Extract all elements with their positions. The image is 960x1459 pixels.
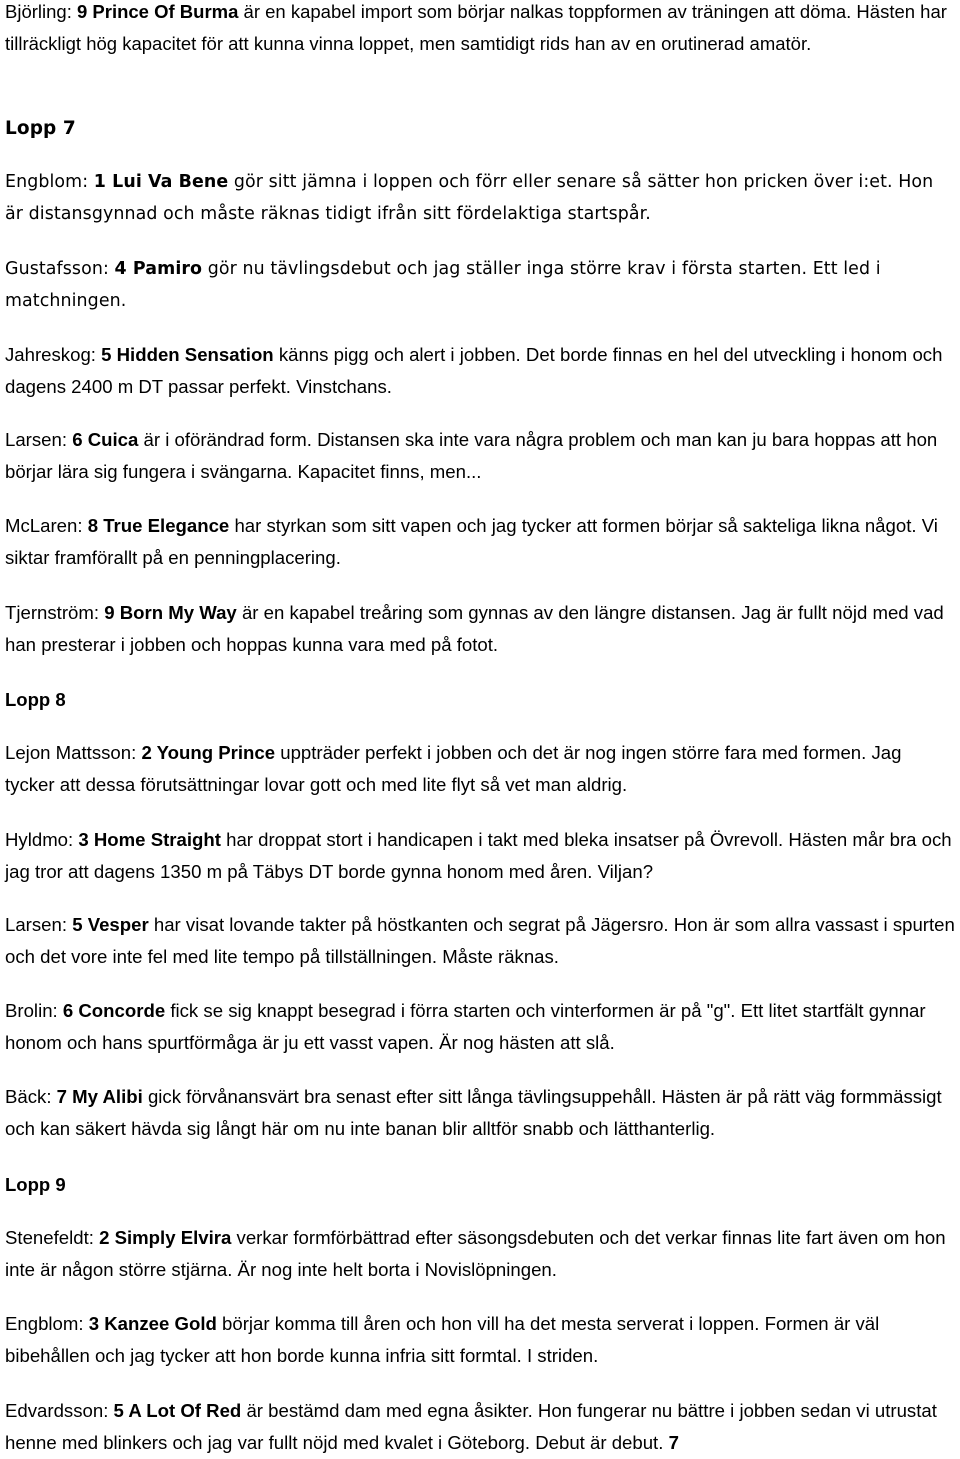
paragraph-engblom-3	[5, 1308, 955, 1372]
race-heading-lopp-8: Lopp 8	[5, 689, 66, 710]
paragraph-back	[5, 1081, 955, 1145]
trainer-name: Brolin:	[5, 1000, 63, 1021]
trainer-name: Tjernström:	[5, 602, 105, 623]
trainer-name: Hyldmo:	[5, 829, 79, 850]
trainer-name: Larsen:	[5, 429, 73, 450]
horse-name: 2 Simply Elvira	[99, 1227, 232, 1248]
paragraph-text: är en kapabel import som börjar nalkas toppformen av träningen att döma. Hästen har tillräckligt hög kapacitet för att kunna vinna loppet, men samtidigt rids han av en orutinerad amatör.	[5, 1, 947, 54]
paragraph-jahreskog	[5, 339, 955, 403]
trainer-name: McLaren:	[5, 515, 88, 536]
paragraph-text: verkar formförbättrad efter säsongsdebuten och det verkar finnas lite fart även om hon inte är någon större stjärna. Är nog inte helt borta i Novislöpningen.	[5, 1227, 946, 1280]
paragraph-engblom-1	[5, 166, 955, 230]
paragraph-mclaren	[5, 510, 955, 574]
horse-name: 3 Home Straight	[78, 829, 221, 850]
paragraph-text: har droppat stort i handicapen i takt med bleka insatser på Övrevoll. Hästen mår bra och jag tror att dagens 1350 m på Täbys DT borde gynna honom med åren. Viljan?	[5, 829, 952, 882]
paragraph-hyldmo	[5, 824, 955, 888]
trainer-name: Bäck:	[5, 1086, 57, 1107]
horse-name: 5 A Lot Of Red	[113, 1400, 242, 1421]
paragraph-text: har styrkan som sitt vapen och jag tycker att formen börjar så sakteliga likna något. Vi siktar framförallt på en penningplacering.	[5, 515, 938, 568]
paragraph-larsen-5	[5, 909, 955, 973]
race-heading-lopp-9: Lopp 9	[5, 1174, 66, 1195]
paragraph-edvardsson	[5, 1395, 955, 1459]
paragraph-text: gör sitt jämna i loppen och förr eller senare så sätter hon pricken över i:et. Hon är distansgynnad och måste räknas tidigt ifrån sitt fördelaktiga startspår.	[5, 172, 934, 224]
trainer-name: Engblom:	[5, 1313, 89, 1334]
horse-name: 7 My Alibi	[56, 1086, 143, 1107]
paragraph-gustafsson	[5, 253, 955, 317]
horse-name: 1 Lui Va Bene	[93, 172, 229, 192]
horse-name: 4 Pamiro	[114, 259, 203, 279]
paragraph-brolin	[5, 995, 955, 1059]
trainer-name: Björling:	[5, 1, 77, 22]
paragraph-text: känns pigg och alert i jobben. Det borde finnas en hel del utveckling i honom och dagens 2400 m DT passar perfekt. Vinstchans.	[5, 344, 943, 397]
horse-name: 5 Vesper	[72, 914, 149, 935]
paragraph-text: börjar komma till åren och hon vill ha det mesta serverat i loppen. Formen är väl bibehållen och jag tycker att hon borde kunna infria sitt formtal. I striden.	[5, 1313, 880, 1366]
paragraph-text: är bestämd dam med egna åsikter. Hon fungerar nu bättre i jobben sedan vi utrustat henne med blinkers och jag var fullt nöjd med kvalet i Göteborg. Debut är debut.	[5, 1400, 937, 1453]
horse-name: 9 Prince Of Burma	[76, 1, 239, 22]
trainer-name: Stenefeldt:	[5, 1227, 100, 1248]
paragraph-text: gör nu tävlingsdebut och jag ställer inga större krav i första starten. Ett led i matchningen.	[5, 259, 881, 311]
horse-name: 8 True Elegance	[87, 515, 230, 536]
horse-name: 6 Concorde	[62, 1000, 166, 1021]
horse-name: 2 Young Prince	[141, 742, 276, 763]
horse-name: 5 Hidden Sensation	[101, 344, 274, 365]
paragraph-text: är en kapabel treåring som gynnas av den längre distansen. Jag är fullt nöjd med vad han presterar i jobben och hoppas kunna vara med på fotot.	[5, 602, 944, 655]
race-heading-lopp-7: Lopp 7	[5, 118, 76, 139]
trainer-name: Engblom:	[5, 172, 94, 192]
horse-name: 6 Cuica	[72, 429, 139, 450]
paragraph-lejon-mattsson	[5, 737, 955, 801]
paragraph-larsen-6	[5, 424, 955, 488]
paragraph-text: har visat lovande takter på höstkanten och segrat på Jägersro. Hon är som allra vassast i spurten och det vore inte fel med lite tempo på tillställningen. Måste räknas.	[5, 914, 955, 967]
trainer-name: Jahreskog:	[5, 344, 102, 365]
paragraph-stenefeldt	[5, 1222, 955, 1286]
paragraph-tjernstrom	[5, 597, 955, 661]
paragraph-bjorling	[5, 0, 955, 60]
trainer-name: Gustafsson:	[5, 259, 115, 279]
trainer-name: Lejon Mattsson:	[5, 742, 142, 763]
paragraph-text: fick se sig knappt besegrad i förra starten och vinterformen är på "g". Ett litet startfält gynnar honom och hans spurtförmåga är ju ett vasst vapen. Är nog hästen att slå.	[5, 1000, 926, 1053]
trailing-horse-number: 7	[668, 1432, 679, 1453]
trainer-name: Edvardsson:	[5, 1400, 114, 1421]
paragraph-text: är i oförändrad form. Distansen ska inte vara några problem och man kan ju bara hoppas att hon börjar lära sig fungera i svängarna. Kapacitet finns, men...	[5, 429, 938, 482]
paragraph-text: gick förvånansvärt bra senast efter sitt långa tävlingsuppehåll. Hästen är på rätt väg formmässigt och kan säkert hävda sig långt här om nu inte banan blir alltför snabb och lätthanterlig.	[5, 1086, 942, 1139]
paragraph-text: uppträder perfekt i jobben och det är nog ingen större fara med formen. Jag tycker att dessa förutsättningar lovar gott och med lite flyt så vet man aldrig.	[5, 742, 902, 795]
horse-name: 3 Kanzee Gold	[88, 1313, 217, 1334]
horse-name: 9 Born My Way	[104, 602, 237, 623]
trainer-name: Larsen:	[5, 914, 73, 935]
